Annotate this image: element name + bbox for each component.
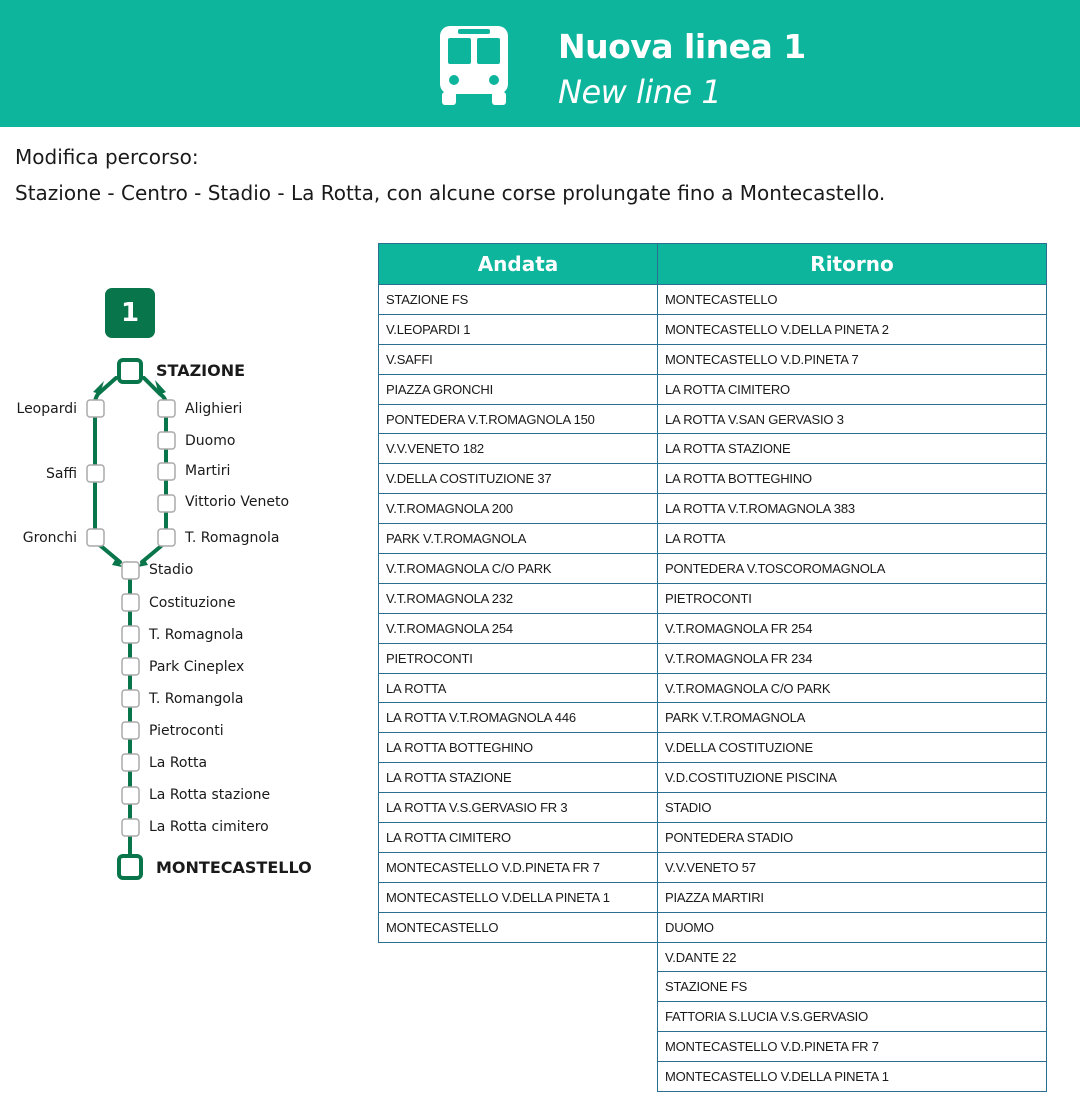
stop-marker (158, 432, 175, 449)
ritorno-stop-cell: LA ROTTA V.T.ROMAGNOLA 383 (658, 494, 1047, 524)
stop-label: Martiri (185, 463, 231, 479)
stop-marker (122, 722, 139, 739)
ritorno-stop-cell: V.V.VENETO 57 (658, 852, 1047, 882)
andata-stop-cell: LA ROTTA STAZIONE (379, 763, 658, 793)
table-row (379, 344, 1047, 374)
andata-stop-cell: PIAZZA GRONCHI (379, 374, 658, 404)
ritorno-stop-cell: STADIO (658, 793, 1047, 823)
route-map (0, 280, 330, 890)
table-row (379, 912, 1047, 942)
stop-label: T. Romangola (149, 691, 244, 707)
terminal-montecastello-marker (119, 856, 141, 878)
stop-marker (87, 529, 104, 546)
ritorno-stop-cell: PONTEDERA V.TOSCOROMAGNOLA (658, 554, 1047, 584)
stops-table-body (379, 285, 1047, 1092)
route-change-note (15, 139, 885, 211)
route-change-label: Modifica percorso: (15, 145, 199, 169)
stop-label: Duomo (185, 433, 236, 449)
andata-stop-cell: V.LEOPARDI 1 (379, 314, 658, 344)
ritorno-stop-cell: PONTEDERA STADIO (658, 823, 1047, 853)
andata-stop-cell: MONTECASTELLO (379, 912, 658, 942)
line-number-badge: 1 (105, 288, 155, 338)
ritorno-stop-cell: MONTECASTELLO V.D.PINETA 7 (658, 344, 1047, 374)
stop-label: Vittorio Veneto (185, 494, 290, 510)
table-row (379, 374, 1047, 404)
column-header-andata: Andata (379, 244, 658, 285)
stops-table (378, 243, 1047, 1092)
table-row (379, 583, 1047, 613)
table-row (379, 314, 1047, 344)
stop-marker (87, 465, 104, 482)
ritorno-stop-cell: V.D.COSTITUZIONE PISCINA (658, 763, 1047, 793)
andata-stop-cell: LA ROTTA V.S.GERVASIO FR 3 (379, 793, 658, 823)
ritorno-stop-cell: MONTECASTELLO V.DELLA PINETA 2 (658, 314, 1047, 344)
ritorno-stop-cell: FATTORIA S.LUCIA V.S.GERVASIO (658, 1002, 1047, 1032)
andata-stop-cell: LA ROTTA CIMITERO (379, 823, 658, 853)
ritorno-stop-cell: DUOMO (658, 912, 1047, 942)
table-row (379, 613, 1047, 643)
table-row (379, 763, 1047, 793)
terminal-end-label: MONTECASTELLO (156, 858, 312, 877)
andata-stop-cell: V.V.VENETO 182 (379, 434, 658, 464)
stop-marker (158, 529, 175, 546)
ritorno-stop-cell: V.DELLA COSTITUZIONE (658, 733, 1047, 763)
table-row (379, 494, 1047, 524)
terminal-start-label: STAZIONE (156, 361, 246, 380)
stop-marker (122, 658, 139, 675)
ritorno-stop-cell: LA ROTTA BOTTEGHINO (658, 464, 1047, 494)
stop-marker (122, 626, 139, 643)
stop-label: T. Romagnola (149, 627, 244, 643)
stop-label: La Rotta cimitero (149, 819, 269, 835)
ritorno-stop-cell: STAZIONE FS (658, 972, 1047, 1002)
stop-label: La Rotta (149, 755, 208, 771)
stop-marker (122, 819, 139, 836)
stop-marker (122, 594, 139, 611)
stop-marker (122, 690, 139, 707)
ritorno-stop-cell: PARK V.T.ROMAGNOLA (658, 703, 1047, 733)
table-row (379, 524, 1047, 554)
table-row (379, 793, 1047, 823)
andata-stop-cell: V.T.ROMAGNOLA 200 (379, 494, 658, 524)
page-subtitle: New line 1 (558, 73, 722, 111)
table-row (379, 1062, 1047, 1092)
andata-stop-cell (379, 1002, 658, 1032)
stop-label: Gronchi (22, 530, 77, 546)
andata-stop-cell: V.T.ROMAGNOLA C/O PARK (379, 554, 658, 584)
ritorno-stop-cell: LA ROTTA (658, 524, 1047, 554)
stop-marker (158, 400, 175, 417)
ritorno-stop-cell: PIETROCONTI (658, 583, 1047, 613)
ritorno-stop-cell: LA ROTTA V.SAN GERVASIO 3 (658, 404, 1047, 434)
andata-stop-cell: LA ROTTA V.T.ROMAGNOLA 446 (379, 703, 658, 733)
table-row (379, 703, 1047, 733)
ritorno-stop-cell: MONTECASTELLO V.DELLA PINETA 1 (658, 1062, 1047, 1092)
table-row (379, 882, 1047, 912)
table-row (379, 434, 1047, 464)
andata-stop-cell (379, 942, 658, 972)
stop-label: Stadio (149, 562, 194, 578)
andata-stop-cell: MONTECASTELLO V.DELLA PINETA 1 (379, 882, 658, 912)
stop-label: Alighieri (185, 401, 243, 417)
table-row (379, 404, 1047, 434)
table-row (379, 823, 1047, 853)
table-header-row (379, 244, 1047, 285)
table-row (379, 464, 1047, 494)
ritorno-stop-cell: LA ROTTA CIMITERO (658, 374, 1047, 404)
stop-label: La Rotta stazione (149, 787, 271, 803)
stop-label: Saffi (45, 466, 77, 482)
stop-label: Leopardi (16, 401, 77, 417)
page-title: Nuova linea 1 (558, 27, 806, 66)
route-change-description: Stazione - Centro - Stadio - La Rotta, con alcune corse prolungate fino a Montecastello. (15, 181, 886, 205)
stop-marker (122, 754, 139, 771)
andata-stop-cell: LA ROTTA (379, 673, 658, 703)
stop-marker (122, 562, 139, 579)
table-row (379, 643, 1047, 673)
ritorno-stop-cell: V.T.ROMAGNOLA C/O PARK (658, 673, 1047, 703)
stop-marker (158, 463, 175, 480)
terminal-stazione-marker (119, 360, 141, 382)
column-header-ritorno: Ritorno (658, 244, 1047, 285)
table-row (379, 942, 1047, 972)
stop-marker (87, 400, 104, 417)
stop-label: T. Romagnola (185, 530, 280, 546)
andata-stop-cell: V.T.ROMAGNOLA 232 (379, 583, 658, 613)
ritorno-stop-cell: V.T.ROMAGNOLA FR 254 (658, 613, 1047, 643)
andata-stop-cell: PONTEDERA V.T.ROMAGNOLA 150 (379, 404, 658, 434)
stop-label: Costituzione (149, 595, 236, 611)
andata-stop-cell: STAZIONE FS (379, 285, 658, 315)
table-row (379, 733, 1047, 763)
andata-stop-cell: PIETROCONTI (379, 643, 658, 673)
ritorno-stop-cell: MONTECASTELLO V.D.PINETA FR 7 (658, 1032, 1047, 1062)
table-row (379, 554, 1047, 584)
table-row (379, 285, 1047, 315)
table-row (379, 852, 1047, 882)
andata-stop-cell (379, 972, 658, 1002)
andata-stop-cell: V.DELLA COSTITUZIONE 37 (379, 464, 658, 494)
ritorno-stop-cell: LA ROTTA STAZIONE (658, 434, 1047, 464)
ritorno-stop-cell: PIAZZA MARTIRI (658, 882, 1047, 912)
stop-marker (158, 495, 175, 512)
table-row (379, 1002, 1047, 1032)
ritorno-stop-cell: MONTECASTELLO (658, 285, 1047, 315)
stop-label: Park Cineplex (149, 659, 245, 675)
stops-table-container (378, 243, 1046, 1092)
andata-stop-cell (379, 1032, 658, 1062)
ritorno-stop-cell: V.T.ROMAGNOLA FR 234 (658, 643, 1047, 673)
andata-stop-cell: LA ROTTA BOTTEGHINO (379, 733, 658, 763)
table-row (379, 1032, 1047, 1062)
andata-stop-cell: V.SAFFI (379, 344, 658, 374)
table-row (379, 972, 1047, 1002)
andata-stop-cell: PARK V.T.ROMAGNOLA (379, 524, 658, 554)
andata-stop-cell (379, 1062, 658, 1092)
stop-marker (122, 787, 139, 804)
ritorno-stop-cell: V.DANTE 22 (658, 942, 1047, 972)
table-row (379, 673, 1047, 703)
andata-stop-cell: V.T.ROMAGNOLA 254 (379, 613, 658, 643)
bus-icon (438, 24, 510, 106)
header-banner (0, 0, 1080, 127)
andata-stop-cell: MONTECASTELLO V.D.PINETA FR 7 (379, 852, 658, 882)
stop-label: Pietroconti (149, 723, 224, 739)
